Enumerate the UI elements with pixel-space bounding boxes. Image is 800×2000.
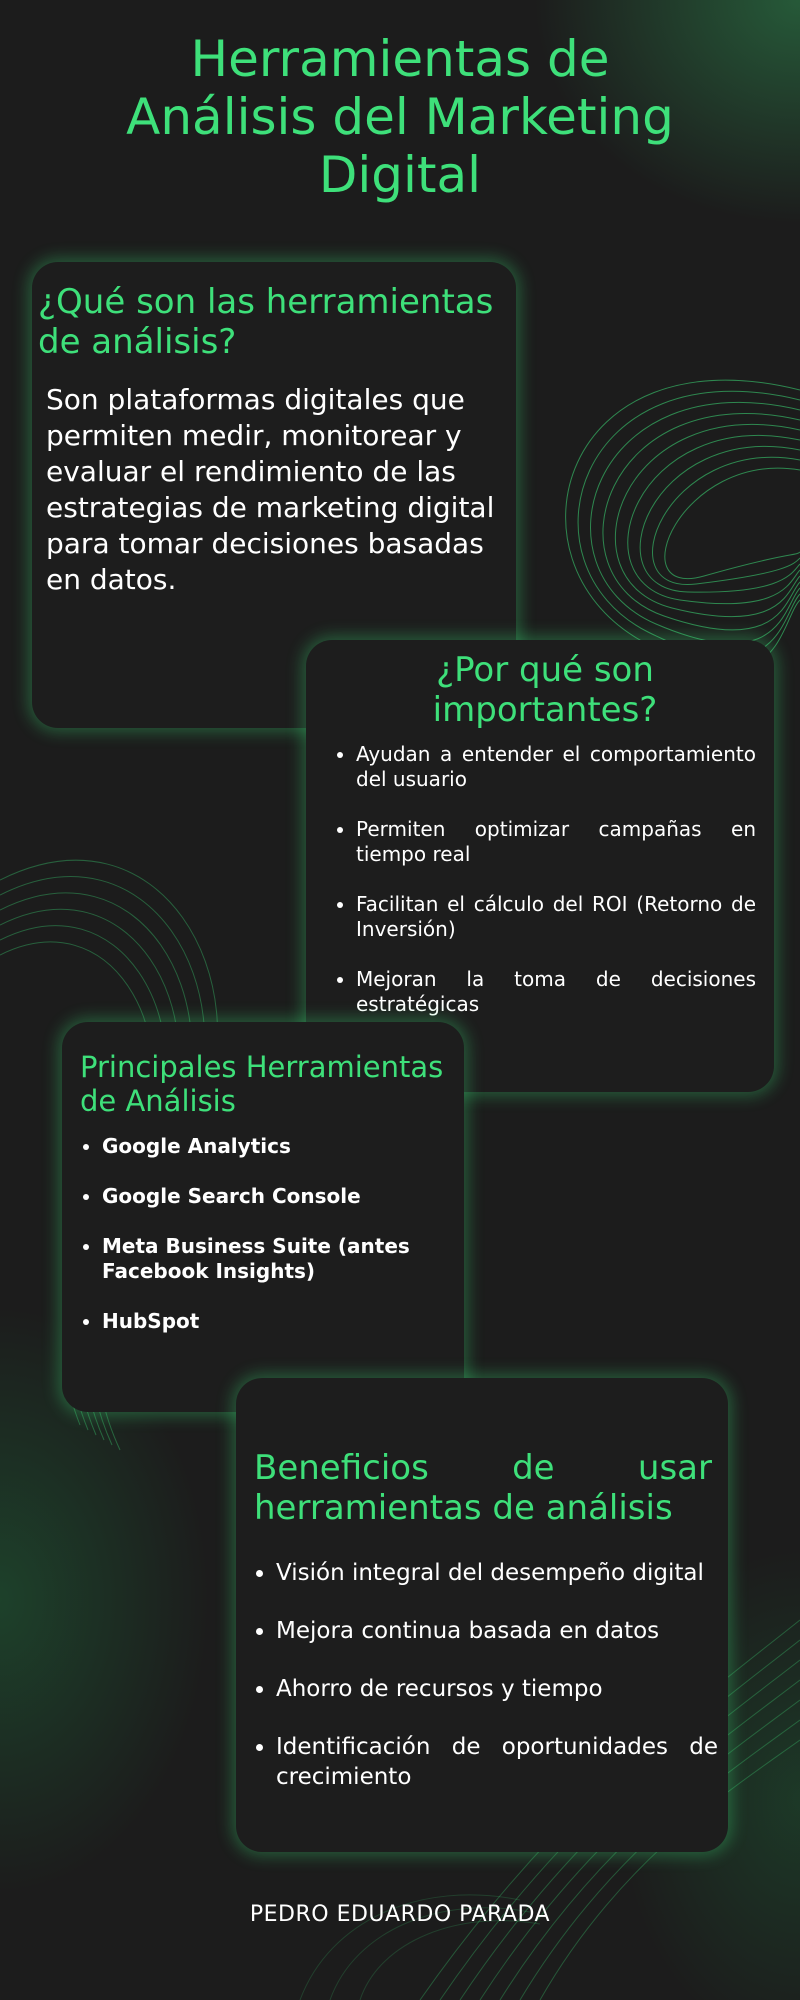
what-are-tools-heading: ¿Qué son las herramientas de análisis?: [38, 282, 494, 362]
list-item: • Google Search Console: [102, 1184, 456, 1209]
benefits-heading-line1: Beneficios de usar: [254, 1448, 712, 1488]
what-are-tools-body: Son plataformas digitales que permiten medir, monitorear y evaluar el rendimiento de las estrategias de marketing digital para tomar decisiones basadas en datos.: [46, 383, 495, 596]
benefits-card: [236, 1378, 728, 1852]
list-item: • Ayudan a entender el comportamiento del usuario: [356, 742, 756, 792]
benefits-heading: [254, 1448, 712, 1528]
list-item: • Google Analytics: [102, 1134, 456, 1159]
main-tools-heading: Principales Herramientas de Análisis: [80, 1050, 444, 1118]
list-item: • Meta Business Suite (antes Facebook Insights): [102, 1234, 456, 1284]
list-item: • Identificación de oportunidades de crecimiento: [276, 1732, 718, 1792]
why-important-heading: ¿Por qué son importantes?: [432, 650, 658, 730]
author-name: PEDRO EDUARDO PARADA: [249, 1902, 551, 1927]
list-item: • HubSpot: [102, 1309, 456, 1334]
main-tools-card: [62, 1022, 464, 1412]
list-item: • Mejora continua basada en datos: [276, 1616, 718, 1646]
list-item: • Permiten optimizar campañas en tiempo real: [356, 817, 756, 867]
main-title: Herramientas de Análisis del Marketing Digital: [126, 30, 674, 204]
why-important-list: [334, 742, 756, 1017]
list-item: • Mejoran la toma de decisiones estratégicas: [356, 967, 756, 1017]
benefits-list: [254, 1558, 718, 1792]
list-item: • Ahorro de recursos y tiempo: [276, 1674, 718, 1704]
list-item: • Visión integral del desempeño digital: [276, 1558, 718, 1588]
list-item: • Facilitan el cálculo del ROI (Retorno de Inversión): [356, 892, 756, 942]
main-tools-list: [80, 1134, 456, 1334]
benefits-heading-line2: herramientas de análisis: [254, 1488, 673, 1528]
